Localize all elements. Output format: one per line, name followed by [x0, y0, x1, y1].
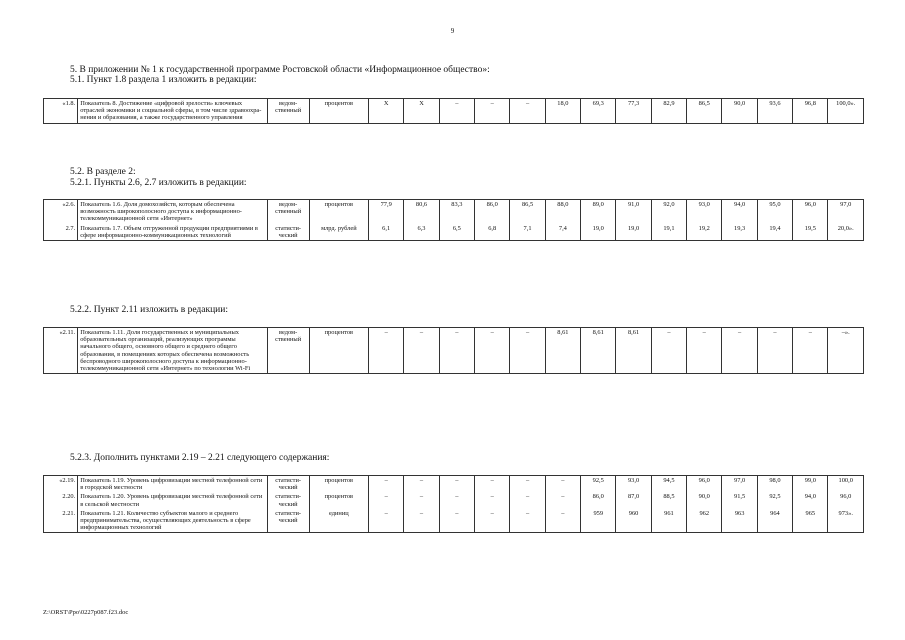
- unit-cell: процентов: [309, 476, 368, 493]
- table-row: [44, 328, 864, 374]
- value-cell: 19,2: [687, 224, 722, 241]
- value-cell: –: [510, 476, 545, 493]
- unit-cell: млрд. рублей: [309, 224, 368, 241]
- value-cell: 7,1: [510, 224, 545, 241]
- value-cell: –: [404, 476, 439, 493]
- value-cell: 89,0: [581, 200, 616, 224]
- indicator-name-cell: Показатель 1.20. Уровень цифровизации местной телефонной сети в сельской местности: [78, 492, 267, 508]
- value-cell: 6,8: [475, 224, 510, 241]
- value-cell: 69,3: [581, 99, 616, 124]
- value-cell: 94,0: [722, 200, 757, 224]
- page-number: 9: [450, 27, 455, 35]
- indicator-name-cell: Показатель 1.19. Уровень цифровизации местной телефонной сети в городской местности: [78, 476, 267, 493]
- value-cell: –: [439, 99, 474, 124]
- value-cell: 19,1: [651, 224, 686, 241]
- value-cell: 94,0: [793, 492, 828, 508]
- table-row: [44, 476, 864, 493]
- value-cell: –: [439, 492, 474, 508]
- indicator-name-cell: Показатель 8. Достижение «цифровой зрелости» ключевых отраслей экономики и социальной сферы, в том числе здравоохра-нения и образования, а также государственного управления: [78, 99, 267, 124]
- table-row: [44, 492, 864, 508]
- value-cell: 88,5: [651, 492, 686, 508]
- value-cell: 18,0: [545, 99, 580, 124]
- value-cell: 93,0: [687, 200, 722, 224]
- value-cell: –: [475, 476, 510, 493]
- value-cell: –: [651, 328, 686, 374]
- value-cell: –: [475, 492, 510, 508]
- table-row: [44, 224, 864, 241]
- value-cell: 90,0: [687, 492, 722, 508]
- row-number-cell: 2.21.: [44, 509, 78, 533]
- value-cell: –: [475, 509, 510, 533]
- indicator-type-cell: статисти-ческий: [267, 476, 309, 493]
- file-path-footer: Z:\ORST\Ppo\0227p087.f23.doc: [43, 609, 129, 616]
- value-cell: 88,0: [545, 200, 580, 224]
- value-cell: –: [475, 99, 510, 124]
- indicator-type-cell: статисти-ческий: [267, 509, 309, 533]
- value-cell: –».: [828, 328, 864, 374]
- table-row: [44, 509, 864, 533]
- indicator-type-cell: ведом-ственный: [267, 200, 309, 224]
- value-cell: –: [439, 509, 474, 533]
- value-cell: –: [793, 328, 828, 374]
- value-cell: 20,0».: [828, 224, 864, 241]
- indicator-type-cell: статисти-ческий: [267, 492, 309, 508]
- row-number-cell: «1.8.: [44, 99, 78, 124]
- value-cell: 98,0: [757, 476, 792, 493]
- value-cell: 86,0: [581, 492, 616, 508]
- value-cell: 93,6: [757, 99, 792, 124]
- unit-cell: единиц: [309, 509, 368, 533]
- indicator-name-cell: Показатель 1.7. Объем отгруженной продукции предприятиями в сфере информационно-коммуникационных технологий: [78, 224, 267, 241]
- heading-5-2: 5.2. В разделе 2:: [70, 167, 136, 177]
- table-row: [44, 99, 864, 124]
- heading-5-1: 5.1. Пункт 1.8 раздела 1 изложить в редакции:: [70, 75, 257, 85]
- unit-cell: процентов: [309, 328, 368, 374]
- value-cell: 19,3: [722, 224, 757, 241]
- value-cell: 95,0: [757, 200, 792, 224]
- table-2-6-2-7: [43, 199, 864, 241]
- unit-cell: процентов: [309, 200, 368, 224]
- value-cell: –: [475, 328, 510, 374]
- value-cell: 19,4: [757, 224, 792, 241]
- value-cell: 86,5: [510, 200, 545, 224]
- unit-cell: процентов: [309, 492, 368, 508]
- value-cell: 961: [651, 509, 686, 533]
- value-cell: 96,0: [793, 200, 828, 224]
- value-cell: –: [404, 328, 439, 374]
- value-cell: 963: [722, 509, 757, 533]
- value-cell: –: [545, 492, 580, 508]
- row-number-cell: 2.7.: [44, 224, 78, 241]
- value-cell: 97,0: [828, 200, 864, 224]
- value-cell: 92,0: [651, 200, 686, 224]
- value-cell: 91,0: [616, 200, 651, 224]
- table-2-11: [43, 327, 864, 374]
- value-cell: –: [439, 328, 474, 374]
- value-cell: 80,6: [404, 200, 439, 224]
- value-cell: 77,9: [369, 200, 404, 224]
- value-cell: –: [722, 328, 757, 374]
- heading-5-2-2: 5.2.2. Пункт 2.11 изложить в редакции:: [70, 305, 228, 315]
- value-cell: 96,8: [793, 99, 828, 124]
- value-cell: 8,61: [545, 328, 580, 374]
- value-cell: 92,5: [757, 492, 792, 508]
- value-cell: –: [369, 492, 404, 508]
- value-cell: 19,0: [581, 224, 616, 241]
- value-cell: 960: [616, 509, 651, 533]
- value-cell: –: [439, 476, 474, 493]
- heading-5-2-1: 5.2.1. Пункты 2.6, 2.7 изложить в редакции:: [70, 178, 247, 188]
- table-1-8: [43, 98, 864, 124]
- row-number-cell: «2.11.: [44, 328, 78, 374]
- value-cell: 100,0: [828, 476, 864, 493]
- value-cell: –: [510, 99, 545, 124]
- value-cell: 96,0: [828, 492, 864, 508]
- value-cell: 82,9: [651, 99, 686, 124]
- value-cell: 99,0: [793, 476, 828, 493]
- value-cell: –: [545, 476, 580, 493]
- row-number-cell: «2.6.: [44, 200, 78, 224]
- value-cell: 86,0: [475, 200, 510, 224]
- value-cell: –: [404, 509, 439, 533]
- value-cell: –: [687, 328, 722, 374]
- value-cell: 93,0: [616, 476, 651, 493]
- value-cell: Х: [369, 99, 404, 124]
- value-cell: 19,5: [793, 224, 828, 241]
- row-number-cell: 2.20.: [44, 492, 78, 508]
- value-cell: –: [404, 492, 439, 508]
- value-cell: 86,5: [687, 99, 722, 124]
- value-cell: 91,5: [722, 492, 757, 508]
- value-cell: 94,5: [651, 476, 686, 493]
- value-cell: Х: [404, 99, 439, 124]
- value-cell: 96,0: [687, 476, 722, 493]
- value-cell: 92,5: [581, 476, 616, 493]
- value-cell: –: [510, 509, 545, 533]
- heading-5: 5. В приложении № 1 к государственной программе Ростовской области «Информационное общество»:: [70, 65, 490, 75]
- value-cell: –: [510, 328, 545, 374]
- value-cell: –: [369, 509, 404, 533]
- indicator-type-cell: ведом-ственный: [267, 328, 309, 374]
- value-cell: 19,0: [616, 224, 651, 241]
- value-cell: 962: [687, 509, 722, 533]
- value-cell: 83,3: [439, 200, 474, 224]
- value-cell: –: [757, 328, 792, 374]
- value-cell: 97,0: [722, 476, 757, 493]
- value-cell: 7,4: [545, 224, 580, 241]
- value-cell: 6,5: [439, 224, 474, 241]
- table-row: [44, 200, 864, 224]
- value-cell: 6,1: [369, 224, 404, 241]
- value-cell: 6,3: [404, 224, 439, 241]
- table-2-19-2-21: [43, 475, 864, 533]
- row-number-cell: «2.19.: [44, 476, 78, 493]
- value-cell: 90,0: [722, 99, 757, 124]
- value-cell: –: [545, 509, 580, 533]
- heading-5-2-3: 5.2.3. Дополнить пунктами 2.19 – 2.21 следующего содержания:: [70, 453, 330, 463]
- indicator-name-cell: Показатель 1.21. Количество субъектов малого и среднего предпринимательства, осуществляющих деятельность в сфере информационных технологий: [78, 509, 267, 533]
- value-cell: –: [369, 328, 404, 374]
- indicator-type-cell: ведом-ственный: [267, 99, 309, 124]
- value-cell: 965: [793, 509, 828, 533]
- indicator-name-cell: Показатель 1.11. Доля государственных и муниципальных образовательных организаций, реализующих программы начального общего, основного общего и среднего общего образования, в помещениях которых обеспечена возможность беспроводного широкополосного доступа к информационно-телекоммуникационной сети «Интернет» по технологии Wi-Fi: [78, 328, 267, 374]
- unit-cell: процентов: [309, 99, 368, 124]
- value-cell: 973».: [828, 509, 864, 533]
- value-cell: 8,61: [616, 328, 651, 374]
- indicator-name-cell: Показатель 1.6. Доля домохозяйств, которым обеспечена возможность широкополосного доступа к информационно-телекоммуникационной сети «Интернет»: [78, 200, 267, 224]
- value-cell: 8,61: [581, 328, 616, 374]
- value-cell: 964: [757, 509, 792, 533]
- indicator-type-cell: статисти-ческий: [267, 224, 309, 241]
- value-cell: –: [510, 492, 545, 508]
- value-cell: –: [369, 476, 404, 493]
- value-cell: 959: [581, 509, 616, 533]
- value-cell: 87,0: [616, 492, 651, 508]
- value-cell: 77,3: [616, 99, 651, 124]
- value-cell: 100,0».: [828, 99, 864, 124]
